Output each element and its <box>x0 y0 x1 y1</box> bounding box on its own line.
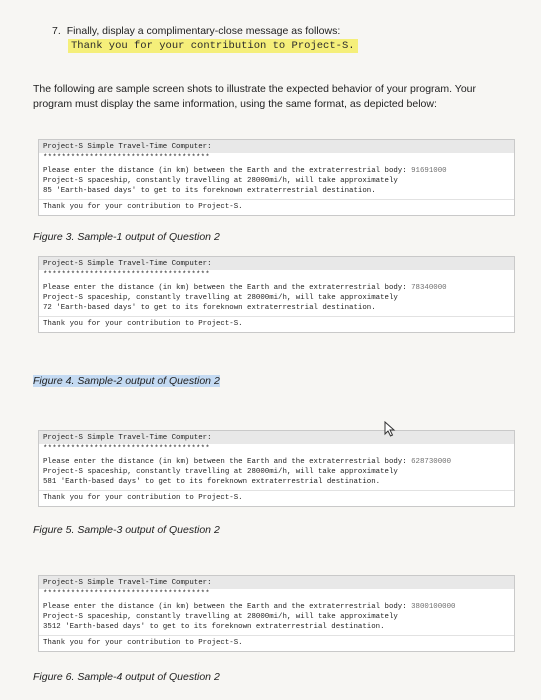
console-line: 85 'Earth-based days' to get to its foreknown extraterrestrial destination. <box>43 187 376 195</box>
console-prompt-line <box>43 602 510 612</box>
console-prompt-line <box>43 457 510 467</box>
console-header: Project-S Simple Travel-Time Computer: <box>39 576 514 589</box>
console-line: 581 'Earth-based days' to get to its foreknown extraterrestrial destination. <box>43 478 381 486</box>
console-body <box>39 454 514 490</box>
console-stars: ************************************ <box>43 271 210 279</box>
console-body <box>39 280 514 316</box>
figure-caption-3 <box>33 230 220 244</box>
mouse-pointer-icon <box>383 421 397 437</box>
console-stars: ************************************ <box>43 445 210 453</box>
console-input-value: 3800100000 <box>411 603 456 611</box>
console-prompt: Please enter the distance (in km) between the Earth and the extraterrestrial body: <box>43 284 412 292</box>
console-screenshot-4 <box>38 575 515 652</box>
console-line: 72 'Earth-based days' to get to its foreknown extraterrestrial destination. <box>43 304 376 312</box>
console-stars: ************************************ <box>43 590 210 598</box>
console-body <box>39 163 514 199</box>
console-header: Project-S Simple Travel-Time Computer: <box>39 431 514 444</box>
highlighted-message: Thank you for your contribution to Project-S. <box>68 39 358 53</box>
console-line: Project-S spaceship, constantly travelling at 28000mi/h, will take approximately <box>43 177 398 185</box>
figure-caption-6 <box>33 670 220 684</box>
step-7 <box>52 24 340 39</box>
console-line: Project-S spaceship, constantly travelling at 28000mi/h, will take approximately <box>43 468 398 476</box>
console-thanks: Thank you for your contribution to Project-S. <box>39 316 514 332</box>
caption-text: Sample-3 output of Question 2 <box>77 524 220 536</box>
caption-text: Sample-4 output of Question 2 <box>77 671 220 683</box>
console-thanks: Thank you for your contribution to Project-S. <box>39 490 514 506</box>
console-thanks: Thank you for your contribution to Project-S. <box>39 199 514 215</box>
caption-label: Figure 4. <box>33 375 75 387</box>
console-line: Project-S spaceship, constantly travelling at 28000mi/h, will take approximately <box>43 294 398 302</box>
console-header: Project-S Simple Travel-Time Computer: <box>39 257 514 270</box>
console-prompt-line <box>43 166 510 176</box>
console-header: Project-S Simple Travel-Time Computer: <box>39 140 514 153</box>
console-prompt: Please enter the distance (in km) between the Earth and the extraterrestrial body: <box>43 167 412 175</box>
console-screenshot-1 <box>38 139 515 216</box>
console-line: Project-S spaceship, constantly travelling at 28000mi/h, will take approximately <box>43 613 398 621</box>
caption-label: Figure 3. <box>33 231 75 243</box>
console-stars: ************************************ <box>43 154 210 162</box>
caption-text: Sample-1 output of Question 2 <box>77 231 220 243</box>
intro-paragraph: The following are sample screen shots to illustrate the expected behavior of your program. Your program must display the same information, using the same format, as depicted below: <box>33 83 476 110</box>
console-input-value: 628730000 <box>411 458 452 466</box>
step-text: Finally, display a complimentary-close message as follows: <box>66 25 341 37</box>
console-input-value: 91691000 <box>411 167 447 175</box>
console-input-value: 78340000 <box>411 284 447 292</box>
console-prompt-line <box>43 283 510 293</box>
console-prompt: Please enter the distance (in km) between the Earth and the extraterrestrial body: <box>43 458 412 466</box>
caption-label: Figure 6. <box>33 671 75 683</box>
console-prompt: Please enter the distance (in km) between the Earth and the extraterrestrial body: <box>43 603 412 611</box>
console-body <box>39 599 514 635</box>
step-number: 7. <box>52 25 61 37</box>
figure-caption-5 <box>33 523 220 537</box>
caption-text: Sample-2 output of Question 2 <box>77 375 220 387</box>
console-thanks: Thank you for your contribution to Project-S. <box>39 635 514 651</box>
caption-label: Figure 5. <box>33 524 75 536</box>
console-line: 3512 'Earth-based days' to get to its foreknown extraterrestrial destination. <box>43 623 385 631</box>
figure-caption-4[interactable] <box>33 374 220 388</box>
console-screenshot-2 <box>38 256 515 333</box>
console-screenshot-3 <box>38 430 515 507</box>
